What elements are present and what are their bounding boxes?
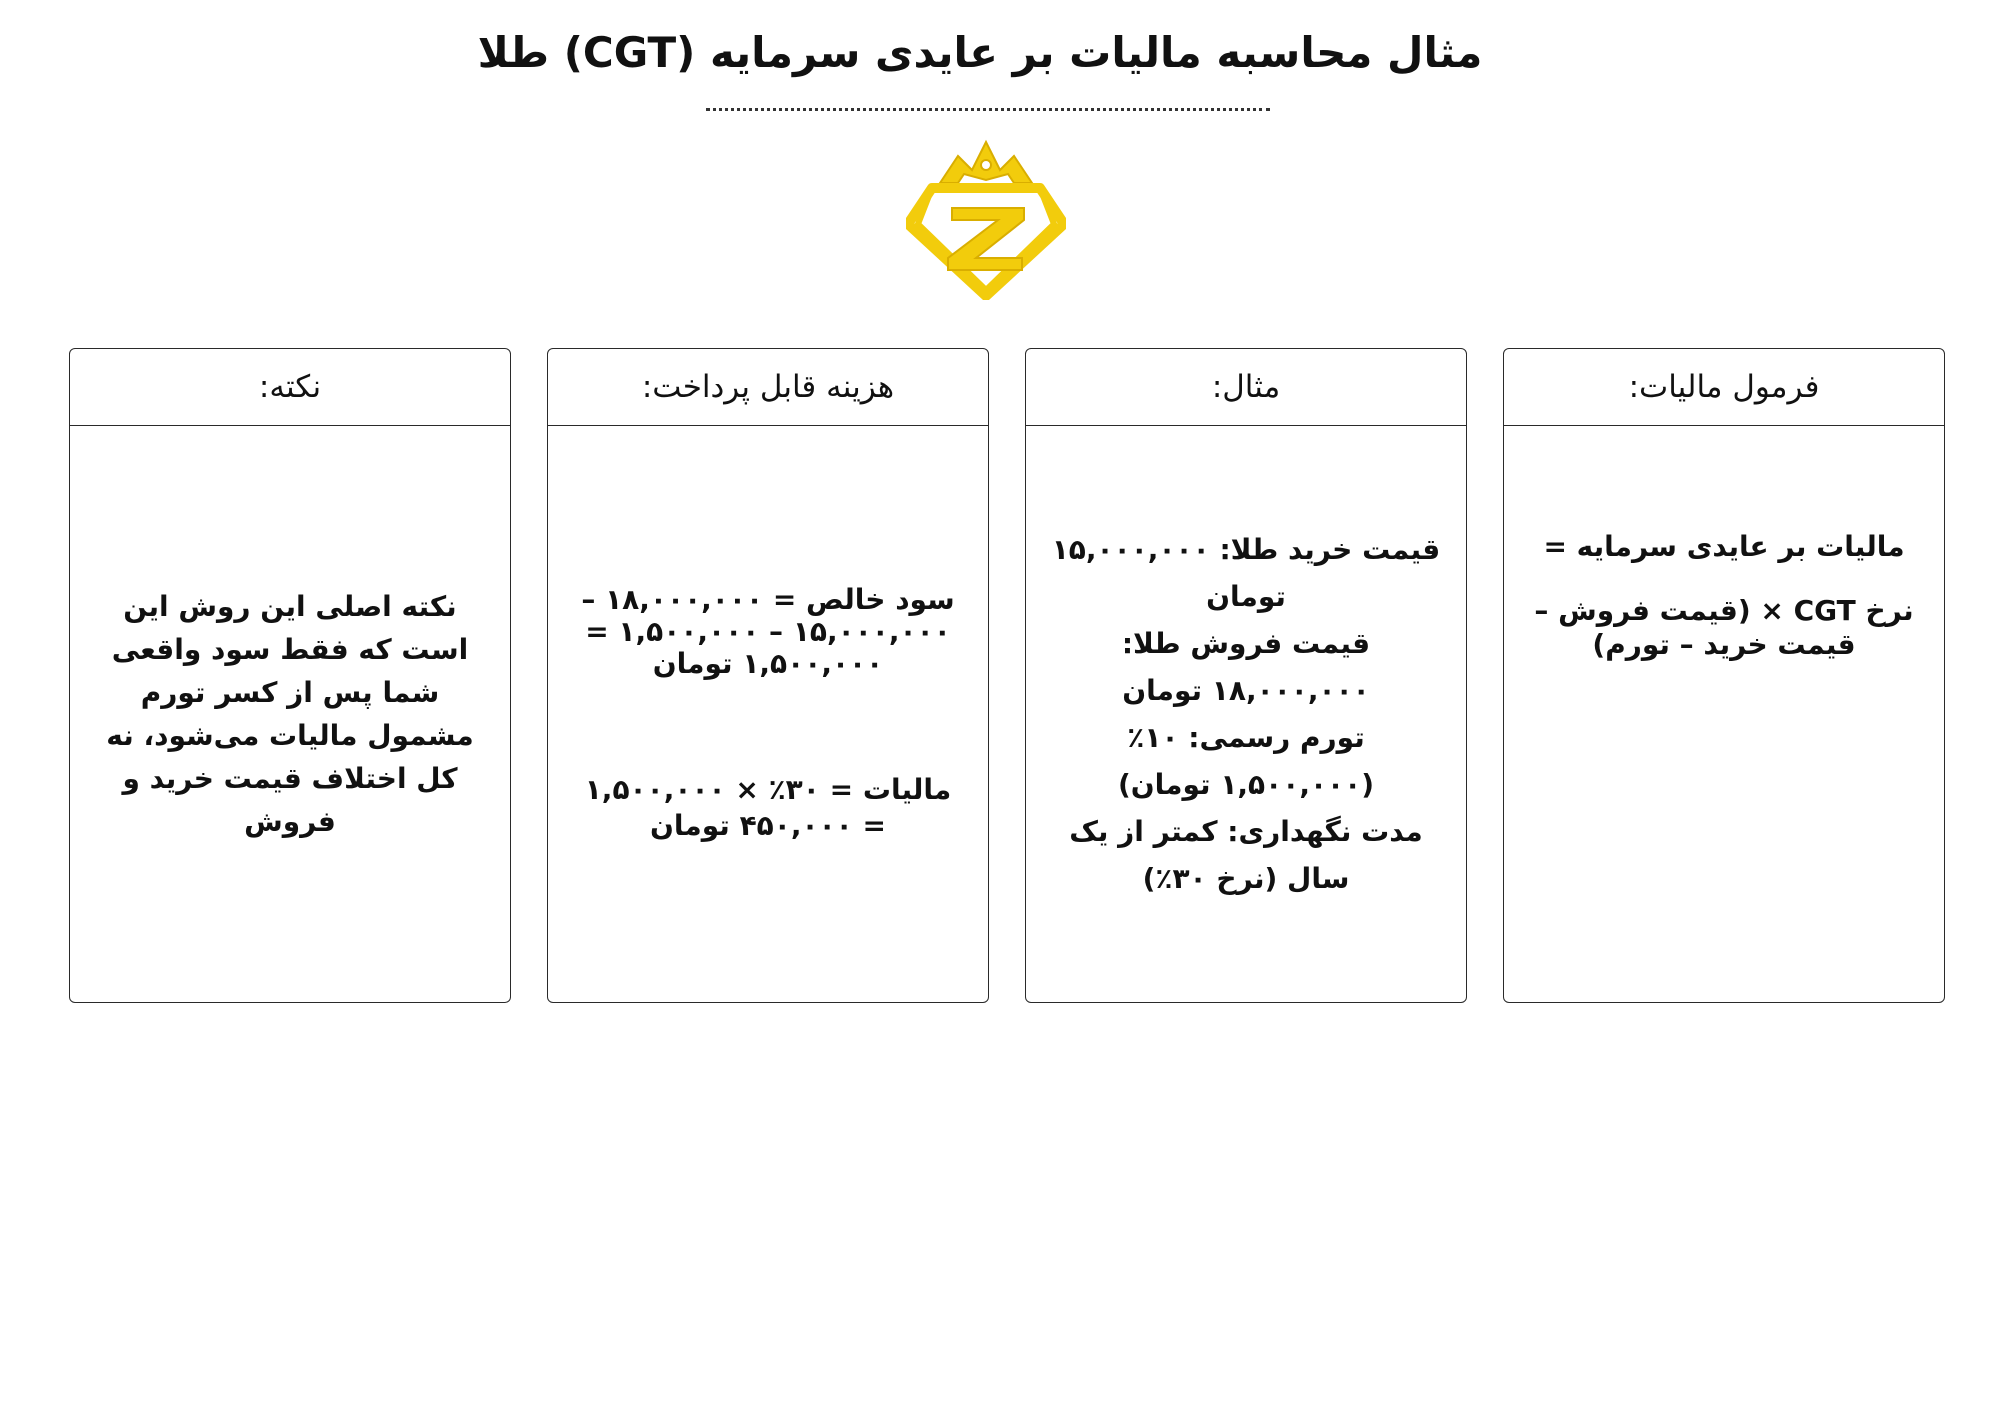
example-sale-price: قیمت فروش طلا: ۱۸,۰۰۰,۰۰۰ تومان [1121,627,1371,707]
note-text: نکته اصلی این روش این است که فقط سود واقعی شما پس از کسر تورم مشمول مالیات می‌شود، نه کل اختلاف قیمت خرید و فروش [106,590,474,838]
page-title: مثال محاسبه مالیات بر عایدی سرمایه (CGT) طلا [477,28,1483,77]
net-profit-calculation: سود خالص = ۱۸,۰۰۰,۰۰۰ – ۱۵,۰۰۰,۰۰۰ – ۱,۵۰۰,۰۰۰ = ۱,۵۰۰,۰۰۰ تومان [581,583,955,680]
title-dotted-divider [706,108,1270,111]
tax-calculation: مالیات = ۳۰٪ × ۱,۵۰۰,۰۰۰ = ۴۵۰,۰۰۰ تومان [584,773,952,842]
formula-line-1: مالیات بر عایدی سرمایه = [1543,530,1905,563]
example-card [1025,348,1467,1003]
payable-card [547,348,989,1003]
note-card-body [70,426,510,1002]
card-row [69,348,1945,1005]
formula-card [1503,348,1945,1003]
example-holding-period: مدت نگهداری: کمتر از یک سال (نرخ ۳۰٪) [1069,815,1423,895]
payable-card-header: هزینه قابل پرداخت: [548,349,988,426]
example-card-header: مثال: [1026,349,1466,426]
formula-card-body [1504,426,1944,1002]
crown-jewel [981,160,991,170]
formula-card-header: فرمول مالیات: [1504,349,1944,426]
payable-card-body [548,426,988,1002]
formula-line-2: نرخ CGT × (قیمت فروش – قیمت خرید – تورم) [1534,594,1914,661]
example-purchase-price: قیمت خرید طلا: ۱۵,۰۰۰,۰۰۰ تومان [1051,533,1441,613]
note-card [69,348,511,1003]
note-card-header: نکته: [70,349,510,426]
crown-diamond-z-logo-icon [906,138,1066,300]
example-card-body [1026,426,1466,1002]
z-letter [948,208,1024,270]
example-inflation: تورم رسمی: ۱۰٪ (۱,۵۰۰,۰۰۰ تومان) [1117,721,1375,801]
